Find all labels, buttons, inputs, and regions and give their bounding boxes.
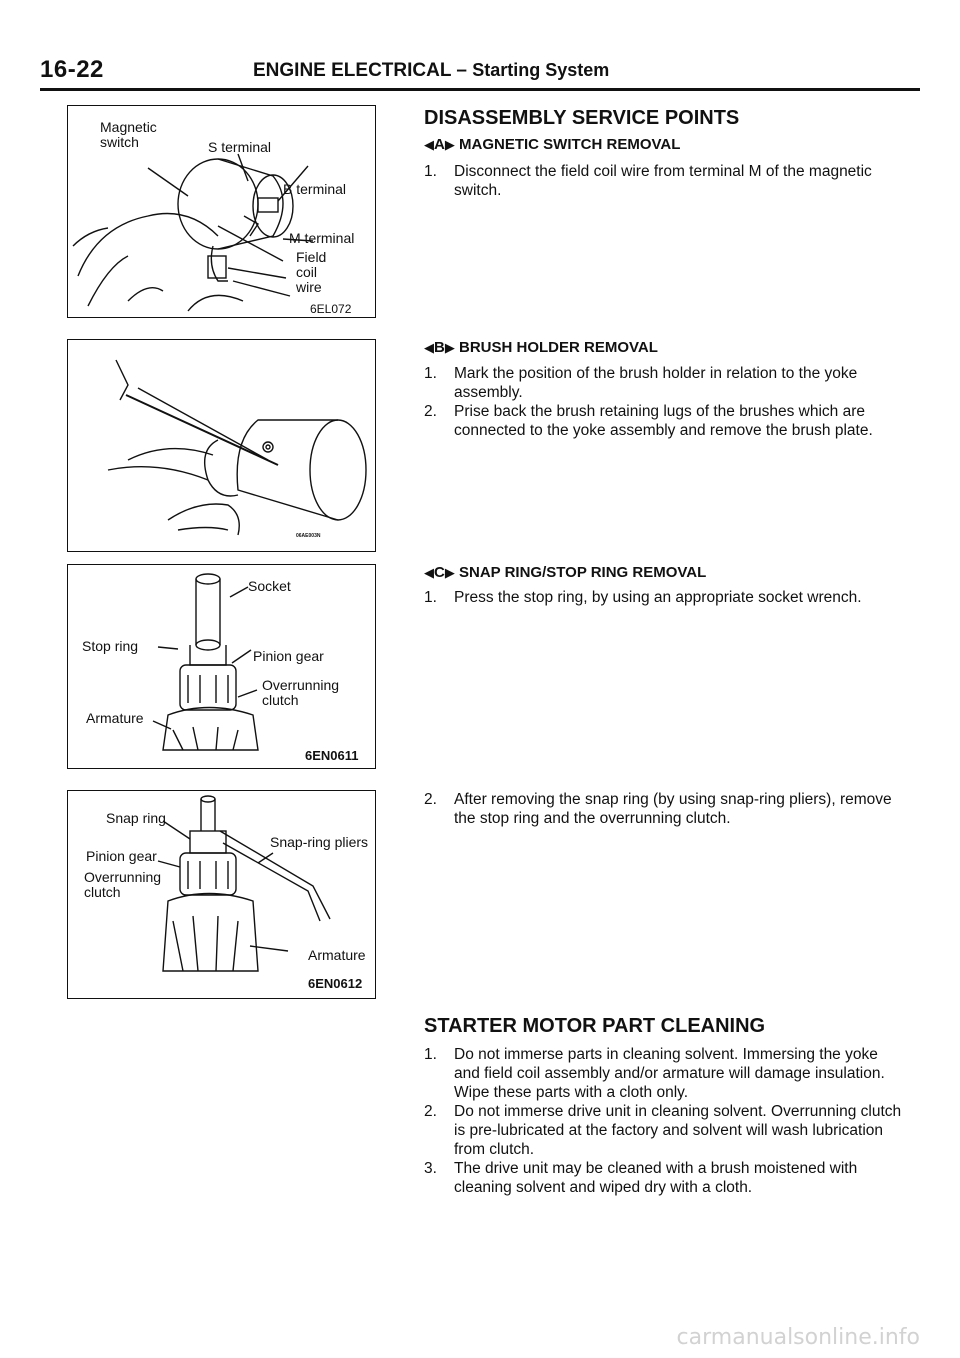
list-item: 2. Prise back the brush retaining lugs of the brushes which are connected to the yoke assembly and remove the brush plate. [424, 403, 873, 439]
steps-a [424, 162, 899, 200]
figure-stop-ring-removal [67, 564, 376, 769]
subheading-c [424, 564, 706, 581]
list-item: 1. Mark the position of the brush holder in relation to the yoke assembly. [424, 365, 858, 401]
section-subtitle: Starting System [472, 60, 610, 80]
figure-code: 06AE003N [296, 533, 321, 539]
label-field-coil-wire: Field coil wire [296, 249, 327, 295]
figure-code: 6EN0612 [308, 976, 363, 991]
left-triangle-icon: ◀ [424, 340, 434, 355]
label-m-terminal: M terminal [289, 230, 355, 246]
subheading-b [424, 339, 658, 356]
figure-brush-holder [67, 339, 376, 552]
list-item: 2. Do not immerse drive unit in cleaning solvent. Overrunning clutch is pre-lubricated at the factory and solvent will wash lubrication from clutch. [424, 1103, 902, 1158]
figure-magnetic-switch [67, 105, 376, 318]
reference-marker-b: ◀B▶ [424, 339, 455, 356]
section-title: ENGINE ELECTRICAL [253, 60, 452, 81]
label-overrunning-clutch: Overrunning clutch [84, 869, 162, 900]
list-item: 3. The drive unit may be cleaned with a brush moistened with cleaning solvent and wiped dry with a cloth. [424, 1160, 858, 1196]
right-triangle-icon: ▶ [444, 137, 455, 152]
right-triangle-icon: ▶ [444, 340, 455, 355]
list-item: 1. Press the stop ring, by using an appropriate socket wrench. [424, 589, 862, 606]
label-snap-ring-pliers: Snap-ring pliers [270, 834, 369, 850]
steps-c-continued [424, 790, 904, 828]
label-magnetic-switch: Magnetic switch [100, 119, 157, 150]
reference-marker-a: ◀A▶ [424, 136, 455, 153]
reference-marker-c: ◀C▶ [424, 564, 455, 581]
figure-code: 6EL072 [310, 302, 352, 316]
figure-snap-ring-removal [67, 790, 376, 999]
subheading-a-text: MAGNETIC SWITCH REMOVAL [459, 136, 681, 153]
left-triangle-icon: ◀ [424, 565, 434, 580]
title-separator: – [456, 60, 467, 81]
cleaning-steps [424, 1045, 904, 1197]
label-overrunning-clutch: Overrunning clutch [262, 677, 340, 708]
steps-c [424, 588, 899, 607]
label-s-terminal: S terminal [208, 139, 272, 155]
right-triangle-icon: ▶ [444, 565, 455, 580]
page-title [253, 60, 609, 82]
subheading-a [424, 136, 680, 153]
label-armature: Armature [308, 947, 366, 963]
subheading-c-text: SNAP RING/STOP RING REMOVAL [459, 564, 707, 581]
subheading-b-text: BRUSH HOLDER REMOVAL [459, 339, 658, 356]
label-pinion-gear: Pinion gear [253, 648, 324, 664]
left-triangle-icon: ◀ [424, 137, 434, 152]
list-item: 2. After removing the snap ring (by using snap-ring pliers), remove the stop ring and the overrunning clutch. [424, 791, 892, 827]
steps-b [424, 364, 899, 440]
label-armature: Armature [86, 710, 144, 726]
label-pinion-gear: Pinion gear [86, 848, 157, 864]
label-b-terminal: B terminal [283, 181, 347, 197]
brush-holder-illustration [68, 340, 375, 551]
disassembly-title: DISASSEMBLY SERVICE POINTS [424, 107, 740, 129]
label-socket: Socket [248, 578, 291, 594]
header-rule [40, 88, 920, 91]
page-number: 16-22 [40, 56, 104, 83]
stop-ring-illustration [68, 565, 375, 768]
cleaning-title: STARTER MOTOR PART CLEANING [424, 1015, 766, 1037]
label-stop-ring: Stop ring [82, 638, 139, 654]
list-item: 1. Disconnect the field coil wire from terminal M of the magnetic switch. [424, 163, 872, 199]
watermark: carmanualsonline.info [676, 1325, 920, 1350]
figure-code: 6EN0611 [305, 748, 359, 763]
label-snap-ring: Snap ring [106, 810, 166, 826]
list-item: 1. Do not immerse parts in cleaning solvent. Immersing the yoke and field coil assembly and/or armature will damage insulation. Wipe these parts with a cloth only. [424, 1046, 885, 1101]
